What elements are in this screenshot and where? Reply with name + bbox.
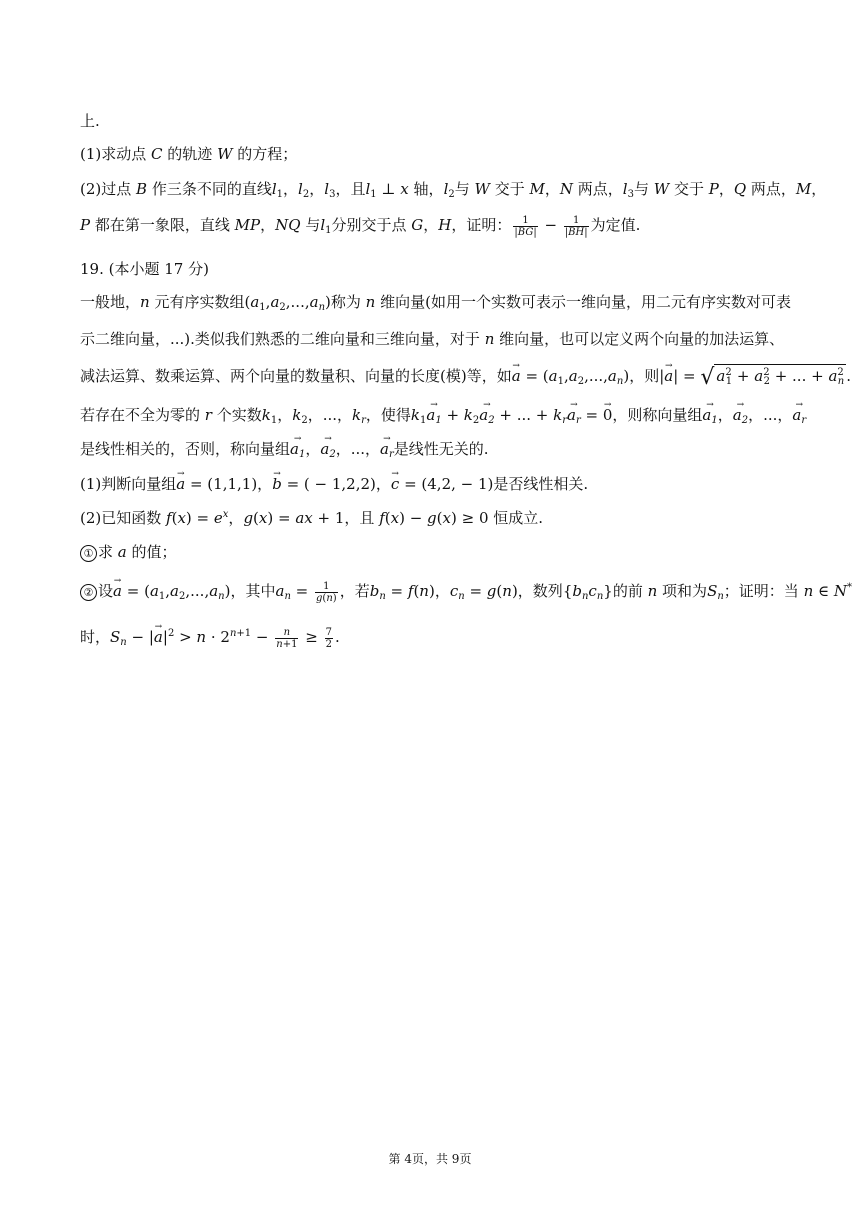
q19-line3: 减法运算、数乘运算、两个向量的数量积、向量的长度(模)等，如→ $a = (a_1,a_2,...,a_n)$，则|→ a| = √ $a^2_1 + a^2_2$ + ... + $a^2_n$ .: [80, 364, 851, 389]
q19-heading: 19. (本小题 17 分): [80, 260, 209, 278]
q19-line5: 是线性相关的，否则，称向量组→ $a_1$，→ $a_2$，...，→ $a_r$是线性无关的.: [80, 438, 489, 460]
q19-subpart1: ① 求 a 的值；: [80, 541, 177, 563]
q19-line2: 示二维向量，...).类似我们熟悉的二维向量和三维向量，对于 n 维向量，也可以定义两个向量的加法运算、: [80, 330, 785, 348]
circled-number: ②: [80, 584, 97, 601]
q19-subpart2-cont: 时，$S_n$ − |→ $a|^2 > n \cdot 2^{n+1}$ − $\frac{n}{n+1}$ ≥ $\frac{7}{2}$ .: [80, 626, 340, 650]
q18-part2: (2)过点 B 作三条不同的直线$l_1$，$l_2$，$l_3$，且$l_1$ ⊥ x 轴，$l_2$与 W 交于 M，N 两点，$l_3$与 W 交于 P，Q 两点，M，: [80, 180, 827, 200]
q18-part1: (1)求动点 C 的轨迹 W 的方程；: [80, 145, 298, 163]
page-footer: 第 4页，共 9页: [388, 1152, 472, 1166]
q19-part2: (2)已知函数 $f(x) = e^x$，g(x) = ax + 1，且 f(x) − g(x) ≥ 0 恒成立.: [80, 509, 544, 527]
circled-number: ①: [80, 545, 97, 562]
q19-part1: (1)判断向量组→ a = (1,1,1)，→ b = ( − 1,2,2)，→ c = (4,2, − 1)是否线性相关.: [80, 473, 588, 495]
q19-line4: 若存在不全为零的 r 个实数$k_1$，$k_2$，...，$k_r$，使得$k_1\to a_1 + k_2\to a_2$ + ... + $k_r\to a_r$ = → 0，则称向量组→ $a_1$，→ $a_2$，...，→ $a_r$: [80, 404, 806, 426]
q18-continuation: [80, 110, 100, 132]
q19-line1: 一般地，n 元有序实数组$(a_1,a_2,...,a_n)$称为 n 维向量(如用一个实数可表示一维向量，用二元有序实数对可表: [80, 293, 791, 313]
text: 上.: [80, 112, 100, 130]
q18-part2-cont: P 都在第一象限，直线 MP，NQ 与$l_1$分别交于点 G，H，证明： $\frac{1}{|BG|}$ − $\frac{1}{|BH|}$ 为定值.: [80, 214, 641, 238]
q19-subpart2: ② 设→ $a = (a_1,a_2,...,a_n)$，其中$a_n$ = $\frac{1}{g(n)}$ ，若$b_n = f(n)$，$c_n = g(n)$，数列$\{b_nc_n\}$的前 n 项和为$S_n$；证明：当 n ∈ N*: [80, 580, 852, 604]
